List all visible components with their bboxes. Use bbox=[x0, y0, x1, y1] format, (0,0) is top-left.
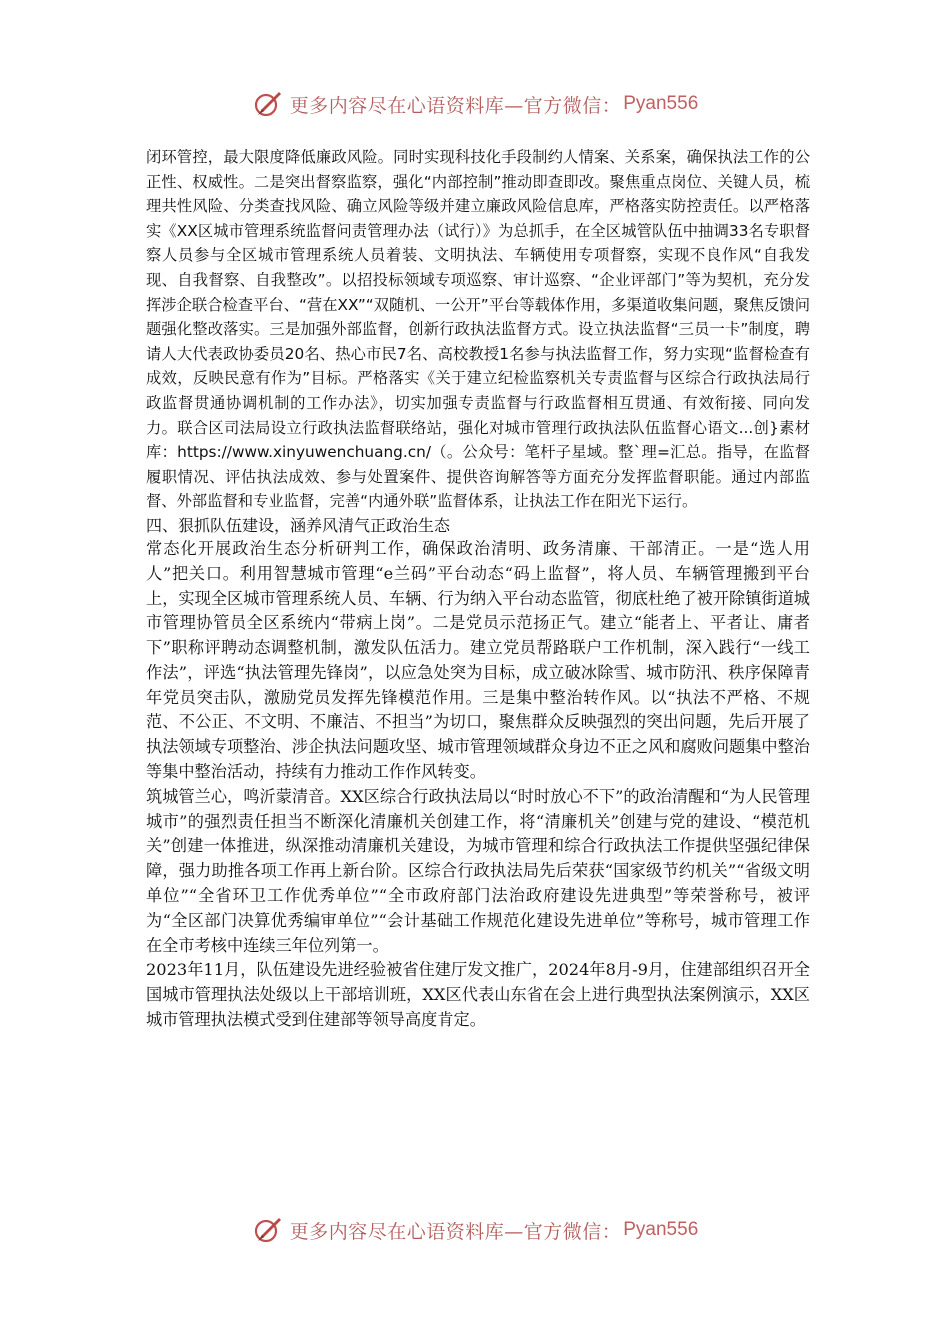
paragraph-team-building: 常态化开展政治生态分析研判工作，确保政治清明、政务清廉、干部清正。一是“选人用人”把关口。利用智慧城市管理“e兰码”平台动态“码上监督”，将人员、车辆管理搬到平台上，实现全区城市管理系统人员、车辆、行为纳入平台动态监管，彻底杜绝了被开除镇街道城市管理协管员全区系统内“带病上岗”。二是党员示范扬正气。建立“能者上、平者让、庸者下”职称评聘动态调整机制，激发队伍活力。建立党员帮路联户工作机制，深入践行“一线工作法”，评选“执法管理先锋岗”，以应急处突为目标，成立破冰除雪、城市防汛、秩序保障青年党员突击队，激励党员发挥先锋模范作用。三是集中整治转作风。以“执法不严格、不规范、不公正、不文明、不廉洁、不担当”为切口，聚焦群众反映强烈的突出问题，先后开展了执法领域专项整治、涉企执法问题攻坚、城市管理领域群众身边不正之风和腐败问题集中整治等集中整治活动，持续有力推动工作作风转变。 bbox=[146, 538, 810, 782]
wechat-id: Pyan556 bbox=[623, 1219, 699, 1240]
paragraph-achievements: 2023年11月，队伍建设先进经验被省住建厅发文推广，2024年8月-9月，住建部组织召开全国城市管理执法处级以上干部培训班，XX区代表山东省在会上进行典型执法案例演示，XX区城市管理执法模式受到住建部等领导高度肯定。 bbox=[146, 960, 810, 1030]
footer-banner bbox=[0, 1210, 950, 1250]
banner-text: 更多内容尽在心语资料库—官方微信： bbox=[289, 94, 622, 117]
paragraph-clean-agency: 筑城管兰心，鸣沂蒙清音。XX区综合行政执法局以“时时放心不下”的政治清醒和“为人民管理城市”的强烈责任担当不断深化清廉机关创建工作，将“清廉机关”创建与党的建设、“模范机关”创建一体推进，纵深推动清廉机关建设，为城市管理和综合行政执法工作提供坚强纪律保障，强力助推各项工作再上新台阶。区综合行政执法局先后荣获“国家级节约机关”“省级文明单位”“全省环卫工作优秀单位”“全市政府部门法治政府建设先进典型”等荣誉称号，被评为“全区部门决算优秀编审单位”“会计基础工作规范化建设先进单位”等称号，城市管理工作在全市考核中连续三年位列第一。 bbox=[146, 786, 810, 955]
quill-pen-icon bbox=[252, 1214, 284, 1246]
wechat-id: Pyan556 bbox=[623, 93, 699, 114]
banner-text: 更多内容尽在心语资料库—官方微信： bbox=[289, 1220, 622, 1243]
section-heading-4: 四、狠抓队伍建设，涵养风清气正政治生态 bbox=[146, 515, 451, 535]
document-body bbox=[146, 145, 810, 1033]
header-banner bbox=[0, 84, 950, 124]
quill-pen-icon bbox=[252, 88, 284, 120]
paragraph-supervision: 闭环管控，最大限度降低廉政风险。同时实现科技化手段制约人情案、关系案，确保执法工作的公正性、权威性。二是突出督察监察，强化“内部控制”推动即查即改。聚焦重点岗位、关键人员，梳理共性风险、分类查找风险、确立风险等级并建立廉政风险信息库，严格落实防控责任。以严格落实《XX区城市管理系统监督问责管理办法（试行）》为总抓手，在全区城管队伍中抽调33名专职督察人员参与全区城市管理系统人员着装、文明执法、车辆使用专项督察，实现不良作风“自我发现、自我督察、自我整改”。以招投标领域专项巡察、审计巡察、“企业评部门”等为契机，充分发挥涉企联合检查平台、“营在XX”“双随机、一公开”平台等载体作用，多渠道收集问题，聚焦反馈问题强化整改落实。三是加强外部监督，创新行政执法监督方式。设立执法监督“三员一卡”制度，聘请人大代表政协委员20名、热心市民7名、高校教授1名参与执法监督工作，努力实现“监督检查有成效，反映民意有作为”目标。严格落实《关于建立纪检监察机关专责监督与区综合行政执法局行政监督贯通协调机制的工作办法》，切实加强专责监督与行政监督相互贯通、有效衔接、同向发力。联合区司法局设立行政执法监督联络站，强化对城市管理行政执法队伍监督心语文...创}素材库：https://www.xinyuwenchuang.cn/（。公众号：笔杆子星域。整`理=汇总。指导，在监督履职情况、评估执法成效、参与处置案件、提供咨询解答等方面充分发挥监督职能。通过内部监督、外部监督和专业监督，完善“内通外联”监督体系，让执法工作在阳光下运行。 bbox=[146, 148, 810, 511]
